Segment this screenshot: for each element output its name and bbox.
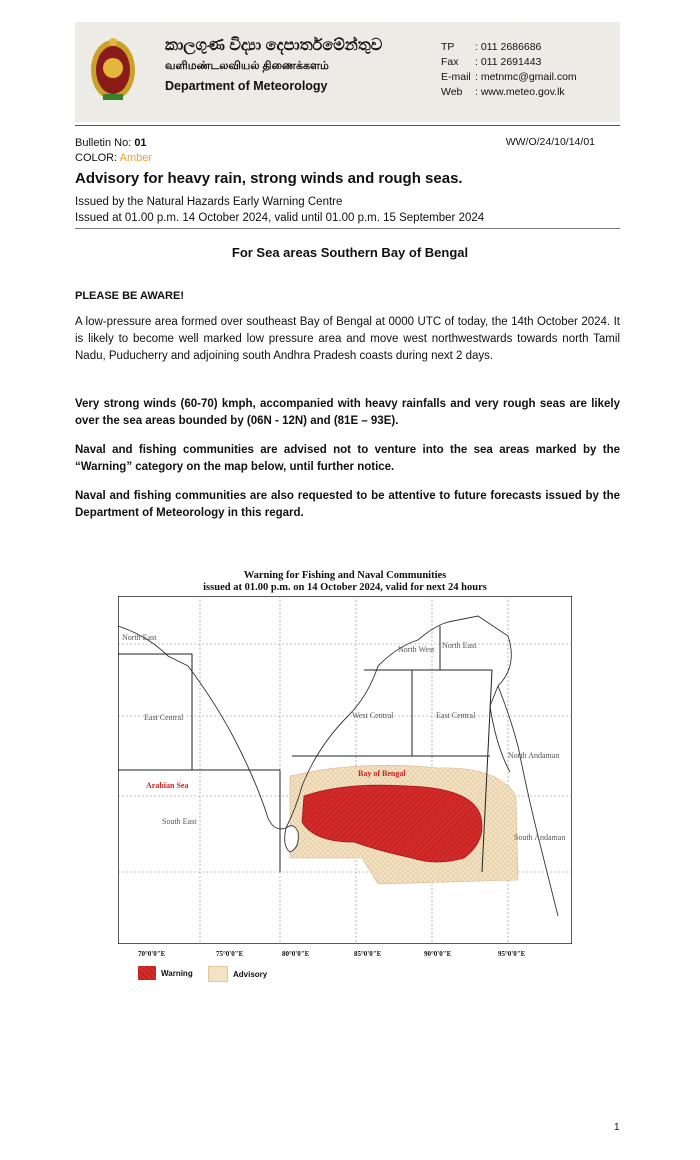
contact-details xyxy=(441,40,577,100)
warning-swatch-icon xyxy=(138,966,156,980)
header-divider xyxy=(75,125,620,126)
map-title-line2: issued at 01.00 p.m. on 14 October 2024, valid for next 24 hours xyxy=(203,582,487,593)
label-north-east-bob: North East xyxy=(442,641,477,650)
legend-advisory-label: Advisory xyxy=(233,969,268,979)
contact-value: : metnmc@gmail.com xyxy=(475,71,577,83)
advisory-swatch-icon xyxy=(208,966,228,982)
letterhead xyxy=(75,22,620,122)
contact-key: E-mail xyxy=(441,71,471,83)
issued-at: Issued at 01.00 p.m. 14 October 2024, valid until 01.00 p.m. 15 September 2024 xyxy=(75,212,485,224)
legend-advisory xyxy=(208,966,267,982)
contact-key: TP xyxy=(441,41,455,53)
x-tick: 70°0'0"E xyxy=(138,950,166,958)
org-name-sinhala: කාලගුණ විද්‍යා දෙපාර්තමේන්තුව xyxy=(165,37,383,54)
org-name-tamil: வளிமண்டலவியல் திணைக்களம் xyxy=(165,60,329,72)
label-east-central-bob: East Central xyxy=(436,711,476,720)
label-south-andaman: South Andaman xyxy=(514,833,566,842)
paragraph-winds: Very strong winds (60-70) kmph, accompanied with heavy rainfalls and very rough seas are likely over the sea areas bounded by (06N - 12N) and (81E – 93E). xyxy=(75,398,620,427)
label-arabian-sea: Arabian Sea xyxy=(146,781,189,790)
contact-key: Web xyxy=(441,86,463,98)
map-title-line1: Warning for Fishing and Naval Communities xyxy=(243,570,447,581)
contact-key: Fax xyxy=(441,56,459,68)
contact-value: : 011 2691443 xyxy=(475,56,542,68)
label-north-andaman: North Andaman xyxy=(508,751,560,760)
bulletin-number: 01 xyxy=(134,137,147,149)
x-tick: 80°0'0"E xyxy=(282,950,310,958)
sri-lanka-emblem-icon xyxy=(89,36,137,106)
title-divider xyxy=(75,228,620,229)
contact-value: : 011 2686686 xyxy=(475,41,542,53)
label-south-east: South East xyxy=(162,817,197,826)
warning-map xyxy=(118,596,572,944)
color-value: Amber xyxy=(119,152,153,164)
bulletin-info xyxy=(75,136,152,166)
org-name-english: Department of Meteorology xyxy=(165,79,328,93)
legend-warning-label: Warning xyxy=(161,968,193,978)
contact-value: : www.meteo.gov.lk xyxy=(475,86,565,98)
x-tick: 95°0'0"E xyxy=(498,950,526,958)
bulletin-label: Bulletin No: xyxy=(75,137,135,149)
issue-info xyxy=(75,194,484,226)
paragraph-attentive: Naval and fishing communities are also requested to be attentive to future forecasts issued by the Department of Meteorology in this regard. xyxy=(75,490,620,519)
paragraph-situation: A low-pressure area formed over southeast Bay of Bengal at 0000 UTC of today, the 14th October 2024. It is likely to become well marked low pressure area and move west northwestwards towards north Tamil Nadu, Puducherry and adjoining south Andhra Pradesh coasts during next 2 days. xyxy=(75,316,620,362)
x-tick: 85°0'0"E xyxy=(354,950,382,958)
label-bay-of-bengal: Bay of Bengal xyxy=(358,769,406,778)
paragraph-advice: Naval and fishing communities are advised not to venture into the sea areas marked by the “Warning” category on the map below, until further notice. xyxy=(75,444,620,473)
advisory-title: Advisory for heavy rain, strong winds and rough seas. xyxy=(75,170,463,187)
page-number: 1 xyxy=(614,1122,620,1133)
x-tick: 75°0'0"E xyxy=(216,950,244,958)
issued-by: Issued by the Natural Hazards Early Warning Centre xyxy=(75,196,343,208)
please-be-aware: PLEASE BE AWARE! xyxy=(75,290,184,302)
x-tick: 90°0'0"E xyxy=(424,950,452,958)
legend-warning xyxy=(138,966,193,980)
sea-area-heading: For Sea areas Southern Bay of Bengal xyxy=(231,245,469,260)
bulletin-reference: WW/O/24/10/14/01 xyxy=(505,136,595,148)
label-north-west-bob: North West xyxy=(398,645,435,654)
color-label: COLOR: xyxy=(75,152,120,164)
label-west-central: West Central xyxy=(352,711,394,720)
label-east-central: East Central xyxy=(144,713,184,722)
label-north-east: North East xyxy=(122,633,157,642)
